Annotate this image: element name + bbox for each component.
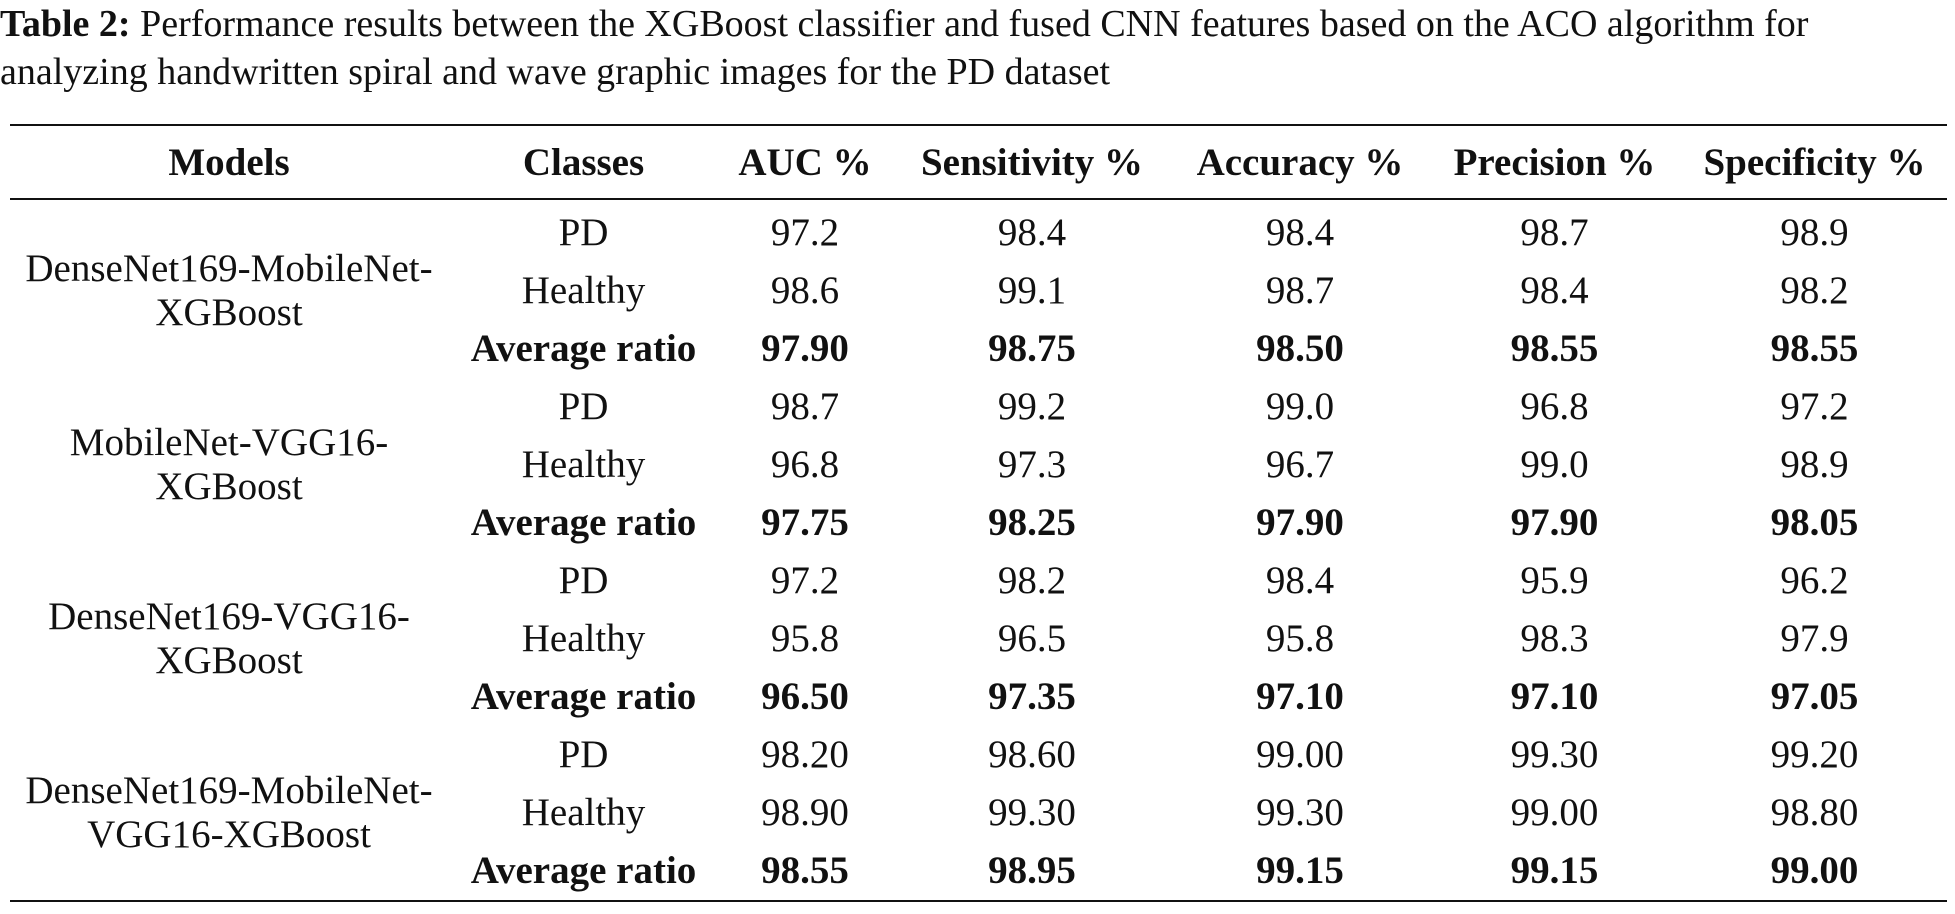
metric-value-cell: 98.3: [1520, 617, 1589, 660]
metric-value-cell: 96.2: [1780, 559, 1849, 602]
metric-value-cell: 97.75: [761, 501, 849, 544]
metric-value-cell: 97.10: [1510, 675, 1599, 718]
metric-value-cell: 99.30: [1256, 791, 1344, 834]
metric-value-cell: 99.15: [1256, 849, 1344, 892]
metric-value-cell: 97.10: [1256, 675, 1344, 718]
metric-value-cell: 98.80: [1770, 791, 1859, 834]
metric-value-cell: 98.9: [1780, 443, 1849, 486]
metric-value-cell: 97.2: [1780, 385, 1849, 428]
class-cell: Healthy: [521, 791, 646, 834]
class-cell: Healthy: [521, 443, 646, 486]
metric-value-cell: 97.35: [988, 675, 1076, 718]
metric-value-cell: 95.8: [1265, 617, 1335, 660]
model-name-cell: DenseNet169-VGG16-XGBoost: [48, 595, 410, 682]
metric-value-cell: 98.4: [1265, 211, 1335, 254]
metric-value-cell: 98.55: [1510, 327, 1599, 370]
metric-value-cell: 98.4: [1520, 269, 1589, 312]
header-classes: Classes: [522, 140, 645, 184]
class-cell: PD: [558, 733, 609, 776]
class-cell: PD: [558, 211, 609, 254]
header-sensitivity: Sensitivity %: [920, 140, 1144, 184]
metric-value-cell: 98.25: [988, 501, 1076, 544]
class-cell: Average ratio: [470, 675, 697, 718]
metric-value-cell: 99.00: [1510, 791, 1599, 834]
metric-value-cell: 97.3: [997, 443, 1067, 486]
caption-label: Table 2:: [0, 3, 131, 45]
table-row: [10, 199, 1947, 262]
class-cell: Healthy: [521, 617, 646, 660]
class-cell: PD: [558, 559, 609, 602]
metric-value-cell: 98.4: [997, 211, 1067, 254]
header-auc: AUC %: [738, 140, 872, 184]
metric-value-cell: 98.05: [1770, 501, 1859, 544]
metric-value-cell: 99.20: [1770, 733, 1859, 776]
metric-value-cell: 98.2: [1780, 269, 1849, 312]
table-row: [10, 552, 1947, 610]
metric-value-cell: 98.55: [1770, 327, 1859, 370]
metric-value-cell: 98.9: [1780, 211, 1849, 254]
metric-value-cell: 98.20: [761, 733, 849, 776]
metric-value-cell: 98.75: [988, 327, 1076, 370]
metric-value-cell: 99.1: [997, 269, 1067, 312]
metric-value-cell: 99.00: [1256, 733, 1344, 776]
metric-value-cell: 97.05: [1770, 675, 1859, 718]
metric-value-cell: 97.2: [770, 559, 840, 602]
class-cell: Average ratio: [470, 849, 697, 892]
model-name-cell: MobileNet-VGG16-XGBoost: [69, 421, 389, 508]
header-row: [10, 125, 1947, 199]
table-row: [10, 378, 1947, 436]
metric-value-cell: 98.4: [1265, 559, 1335, 602]
metric-value-cell: 99.30: [988, 791, 1076, 834]
metric-value-cell: 96.8: [1520, 385, 1589, 428]
model-name-cell: DenseNet169-MobileNet-XGBoost: [25, 247, 433, 334]
header-models: Models: [168, 140, 290, 184]
metric-value-cell: 99.0: [1520, 443, 1589, 486]
metric-value-cell: 97.9: [1780, 617, 1849, 660]
metric-value-cell: 99.0: [1265, 385, 1335, 428]
metric-value-cell: 96.50: [761, 675, 849, 718]
metric-value-cell: 97.2: [770, 211, 840, 254]
header-precision: Precision %: [1453, 140, 1656, 184]
results-table: [10, 124, 1947, 902]
model-name-cell: DenseNet169-MobileNet-VGG16-XGBoost: [25, 769, 433, 856]
metric-value-cell: 99.15: [1510, 849, 1599, 892]
header-accuracy: Accuracy %: [1196, 140, 1404, 184]
metric-value-cell: 97.90: [1510, 501, 1599, 544]
metric-value-cell: 97.90: [761, 327, 849, 370]
metric-value-cell: 99.2: [997, 385, 1067, 428]
metric-value-cell: 96.8: [770, 443, 840, 486]
metric-value-cell: 98.95: [988, 849, 1076, 892]
metric-value-cell: 98.90: [761, 791, 849, 834]
metric-value-cell: 95.9: [1520, 559, 1589, 602]
metric-value-cell: 96.7: [1265, 443, 1335, 486]
table-caption: [0, 0, 1955, 96]
table-body: [10, 199, 1947, 901]
metric-value-cell: 95.8: [770, 617, 840, 660]
metric-value-cell: 96.5: [997, 617, 1067, 660]
metric-value-cell: 97.90: [1256, 501, 1344, 544]
class-cell: PD: [558, 385, 609, 428]
metric-value-cell: 98.7: [770, 385, 840, 428]
metric-value-cell: 98.55: [761, 849, 849, 892]
metric-value-cell: 99.00: [1770, 849, 1859, 892]
class-cell: Average ratio: [470, 327, 697, 370]
table-row: [10, 726, 1947, 784]
metric-value-cell: 98.60: [988, 733, 1076, 776]
table-header: [10, 125, 1947, 199]
metric-value-cell: 98.7: [1265, 269, 1335, 312]
class-cell: Average ratio: [470, 501, 697, 544]
metric-value-cell: 99.30: [1510, 733, 1599, 776]
caption-text: Performance results between the XGBoost classifier and fused CNN features based on the ACO algorithm for analyzing handwritten spiral and wave graphic images for the PD dataset: [0, 3, 1809, 93]
header-specificity: Specificity %: [1703, 140, 1926, 184]
metric-value-cell: 98.2: [997, 559, 1067, 602]
metric-value-cell: 98.50: [1256, 327, 1344, 370]
class-cell: Healthy: [521, 269, 646, 312]
metric-value-cell: 98.6: [770, 269, 840, 312]
metric-value-cell: 98.7: [1520, 211, 1589, 254]
